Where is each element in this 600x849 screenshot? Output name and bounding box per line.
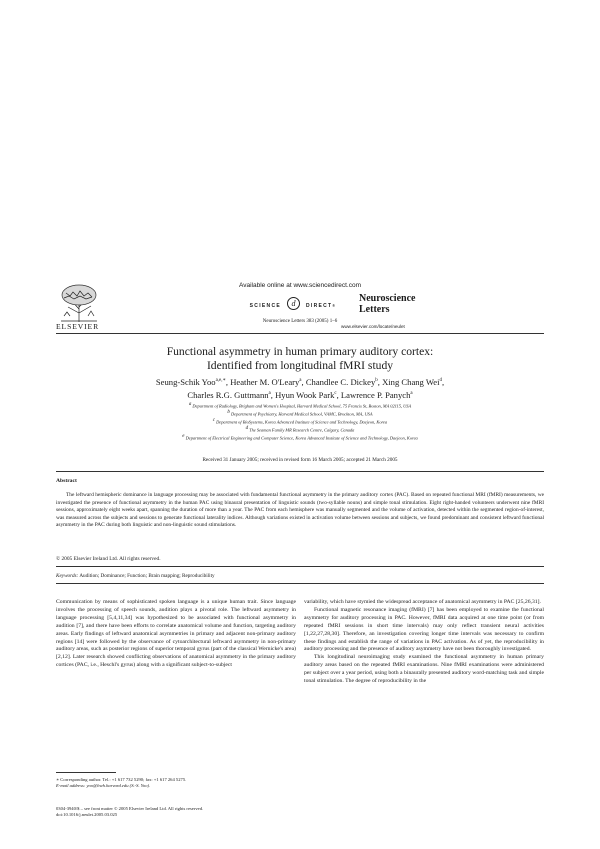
sd-registered-mark: ® xyxy=(332,304,337,308)
author-list xyxy=(0,375,600,401)
body-paragraph: Functional magnetic resonance imaging (fMRI) [7] has been employed to examine the functional asymmetry for auditory processing in PAC. However, fMRI data acquired at one time point (or from repeated fMRI sessions in short time intervals) may only reflect transient neural activities [1,22,27,28,30]. Therefore, an investigation covering longer time intervals was necessary to confirm these findings and establish the range of variations in PAC activation. As of yet, the reproducibility in auditory processing and the presence of auditory asymmetry have not been thoroughly investigated. xyxy=(304,606,544,653)
author-name: Seung-Schik Yoo xyxy=(155,376,216,387)
available-online-text: Available online at www.sciencedirect.com xyxy=(239,282,361,289)
abstract-text: The leftward hemispheric dominance in language processing may be associated with fundamental functional asymmetry in the primary auditory cortex (PAC). Based on repeated functional MRI (fMRI) measurements, we investigated the presence of functional asymmetry in the human PAC using binaural presentation of linguistic sounds (two-syllable nouns) and simple tonal stimulation. Eight right-handed volunteers underwent nine fMRI sessions, approximately eight weeks apart, spanning the duration of more than a year. The PAC from each hemisphere was manually segmented and the volume of activation, detected within the segmented region-of-interest, was measured across the subjects and sessions to generate functional laterality indices. Although variations existed in activation volume between sessions and subjects, we found predominant and consistent leftward functional asymmetry in the PAC during both linguistic and non-linguistic sound stimulations. xyxy=(56,492,544,529)
affiliation: $^c$ Department of BioSystems, Korea Advanced Institute of Science and Technology, Daejeon, Korea xyxy=(212,418,388,425)
journal-url[interactable]: www.elsevier.com/locate/neulet xyxy=(341,324,405,329)
author-name: Heather M. O'Leary xyxy=(230,376,300,387)
author-sup: a,e,∗ xyxy=(215,378,226,383)
body-paragraph: variability, which have stymied the widespread acceptance of anatomical asymmetry in PAC [25,26,31]. xyxy=(304,599,541,605)
keywords xyxy=(56,573,215,579)
affiliation: $^a$ Department of Radiology, Brigham and Women's Hospital, Harvard Medical School, 75 Francis St, Boston, MA 02115, USA xyxy=(188,402,412,409)
elsevier-tree-logo xyxy=(58,283,100,323)
journal-name xyxy=(359,293,415,315)
received-dates: Received 31 January 2005; received in revised form 16 March 2005; accepted 21 March 2005 xyxy=(202,457,398,463)
footnote-divider xyxy=(56,772,116,773)
issn-doi xyxy=(56,806,203,819)
affiliation: $^d$ The Seaman Family MR Research Centre, Calgary, Canada xyxy=(245,426,355,433)
article-title xyxy=(0,345,600,373)
author-line1: Seung-Schik Yoo$^{a,e,∗}$, Heather M. O'Leary$^a$, Chandlee C. Dickey$^b$, Xing Chang Wei$^d$, xyxy=(155,376,445,387)
author-sup: a xyxy=(299,378,302,383)
author-name: Xing Chang Wei xyxy=(382,376,440,387)
author-sup: a xyxy=(410,390,413,396)
title-line1: Functional asymmetry in human primary auditory cortex: xyxy=(166,345,434,358)
affiliation: $^e$ Department of Electrical Engineering and Computer Science, Korea Advanced Institute of Science and Technology, Daejeon, Korea xyxy=(182,434,418,441)
publisher-name: ELSEVIER xyxy=(56,322,100,331)
header-divider xyxy=(56,333,544,334)
footnote xyxy=(56,777,296,790)
affiliation-list xyxy=(0,402,600,442)
sd-left-text: SCIENCE xyxy=(249,303,281,309)
author-line2: Charles R.G. Guttmann$^a$, Hyun Wook Park$^c$, Lawrence P. Panych$^a$ xyxy=(187,389,413,400)
journal-citation: Neuroscience Letters 383 (2005) 1–6 xyxy=(262,319,338,324)
body-paragraph: Communication by means of sophisticated spoken language is a unique human trait. Since language involves the processing of speech sounds, audition plays a pivotal role. The leftward asymmetry in language processing [5,4,11,34] was hypothesized to be associated with functional asymmetry in audition [7], and there have been efforts to correlate anatomical volume and function, targeting auditory areas. Early findings of leftward anatomical asymmetries in primary and adjacent non-primary auditory regions [14] were followed by the observance of cytoarchitectural leftward asymmetry in non-primary auditory areas, such as posterior regions of superior temporal gyrus (part of the classical Wernicke's area) [2,12]. Later research showed conflicting observations of anatomical asymmetry in the primary auditory cortices (PAC, i.e., Heschl's gyrus) along with a significant subject-to-subject xyxy=(56,599,296,669)
keywords-bottom-divider xyxy=(56,583,544,584)
keywords-label: Keywords: xyxy=(56,573,79,579)
title-line2: Identified from longitudinal fMRI study xyxy=(206,359,394,372)
keywords-top-divider xyxy=(56,566,544,567)
journal-name-line1: Neuroscience xyxy=(359,293,416,304)
issn-line: 0304-3940/$ – see front matter © 2005 Elsevier Ireland Ltd. All rights reserved. xyxy=(56,806,204,811)
sd-d-mark-icon: d xyxy=(287,297,300,310)
body-paragraph: This longitudinal neuroimaging study examined the functional asymmetry in human primary auditory areas based on the repeated fMRI examinations. Nine fMRI examinations were administered per subject over a year period, using both a binaurally presented auditory word-matching task and simple tonal stimulation. The degree of reproducibility in the xyxy=(304,654,544,685)
author-name: Chandlee C. Dickey xyxy=(305,376,376,387)
sd-right-text: DIRECT xyxy=(306,303,333,309)
body-left-column xyxy=(56,599,296,670)
author-sup: a xyxy=(268,390,271,396)
author-sup: c xyxy=(334,390,337,396)
abstract-heading: Abstract xyxy=(56,478,77,484)
journal-name-line2: Letters xyxy=(359,304,390,315)
body-right-column xyxy=(304,599,544,686)
affiliation: $^b$ Department of Psychiatry, Harvard Medical School, VAMC, Brockton, MA, USA xyxy=(227,410,373,417)
doi-line[interactable]: doi:10.1016/j.neulet.2005.03.025 xyxy=(56,812,118,818)
footnote-email[interactable]: E-mail address: yoo@bwh.harvard.edu (S.-S. Yoo). xyxy=(56,783,151,789)
author-sup: b xyxy=(375,378,378,383)
author-name: Lawrence P. Panych xyxy=(340,389,411,400)
author-sup: d xyxy=(439,378,442,383)
keywords-list: Audition; Dominance; Function; Brain mapping; Reproducibility xyxy=(79,573,215,579)
author-name: Charles R.G. Guttmann xyxy=(187,389,269,400)
abstract-copyright: © 2005 Elsevier Ireland Ltd. All rights reserved. xyxy=(56,556,161,562)
footnote-corresponding: ∗ Corresponding author. Tel.: +1 617 732 5290; fax: +1 617 264 5275. xyxy=(56,777,187,782)
author-name: Hyun Wook Park xyxy=(275,389,335,400)
abstract-top-divider xyxy=(56,471,544,472)
